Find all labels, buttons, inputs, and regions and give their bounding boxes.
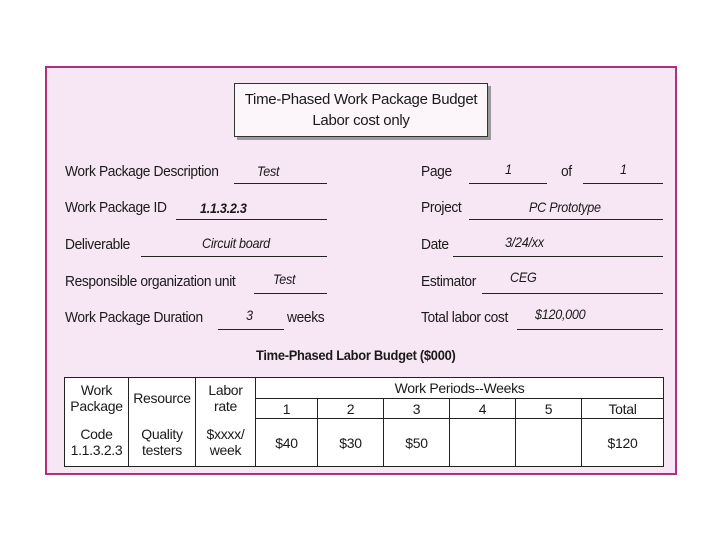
period-3-header: 3: [384, 398, 450, 419]
id-label: Work Package ID: [65, 199, 167, 216]
budget-form: [45, 66, 677, 475]
rate-cell: $xxxx/ week: [196, 419, 256, 467]
page-value: 1: [505, 161, 512, 177]
date-label: Date: [421, 236, 449, 253]
date-line: [453, 238, 663, 257]
description-line: [234, 165, 327, 184]
resource-cell: Quality testers: [129, 419, 196, 467]
duration-label: Work Package Duration: [65, 309, 203, 326]
period-5-header: 5: [516, 398, 582, 419]
total-value: $120: [582, 419, 664, 467]
project-value: PC Prototype: [529, 199, 601, 215]
page-label: Page: [421, 163, 452, 180]
date-value: 3/24/xx: [505, 234, 544, 250]
duration-value: 3: [246, 307, 253, 323]
description-value: Test: [257, 163, 280, 179]
of-label: of: [561, 163, 572, 180]
period-2-header: 2: [318, 398, 384, 419]
deliverable-value: Circuit board: [202, 235, 270, 251]
labor-rate-header: Labor rate: [196, 378, 256, 419]
form-title-box: [234, 83, 488, 137]
form-title: Time-Phased Work Package Budget: [244, 91, 478, 108]
estimator-label: Estimator: [421, 273, 476, 290]
code-cell: Code 1.1.3.2.3: [65, 419, 129, 467]
id-line: [176, 201, 327, 220]
period-5-value: [516, 419, 582, 467]
labor-budget-table: [64, 377, 664, 467]
table-header-row: [65, 378, 664, 399]
deliverable-label: Deliverable: [65, 236, 130, 253]
total-cost-value: $120,000: [535, 306, 586, 322]
description-label: Work Package Description: [65, 163, 219, 180]
period-4-value: [450, 419, 516, 467]
table-row: [65, 419, 664, 467]
of-value: 1: [620, 161, 627, 177]
org-value: Test: [273, 271, 296, 287]
period-4-header: 4: [450, 398, 516, 419]
period-1-value: $40: [256, 419, 318, 467]
total-header: Total: [582, 398, 664, 419]
estimator-value: CEG: [510, 269, 537, 285]
duration-unit: weeks: [287, 309, 325, 326]
period-3-value: $50: [384, 419, 450, 467]
project-label: Project: [421, 199, 462, 216]
org-label: Responsible organization unit: [65, 273, 236, 290]
form-subtitle: Labor cost only: [312, 112, 410, 129]
work-package-header: Work Package: [65, 378, 129, 419]
table-title: Time-Phased Labor Budget ($000): [256, 347, 456, 363]
resource-header: Resource: [129, 378, 196, 419]
work-periods-header: Work Periods--Weeks: [256, 378, 664, 399]
id-value: 1.1.3.2.3: [200, 200, 247, 216]
total-cost-label: Total labor cost: [421, 309, 508, 326]
period-1-header: 1: [256, 398, 318, 419]
period-2-value: $30: [318, 419, 384, 467]
